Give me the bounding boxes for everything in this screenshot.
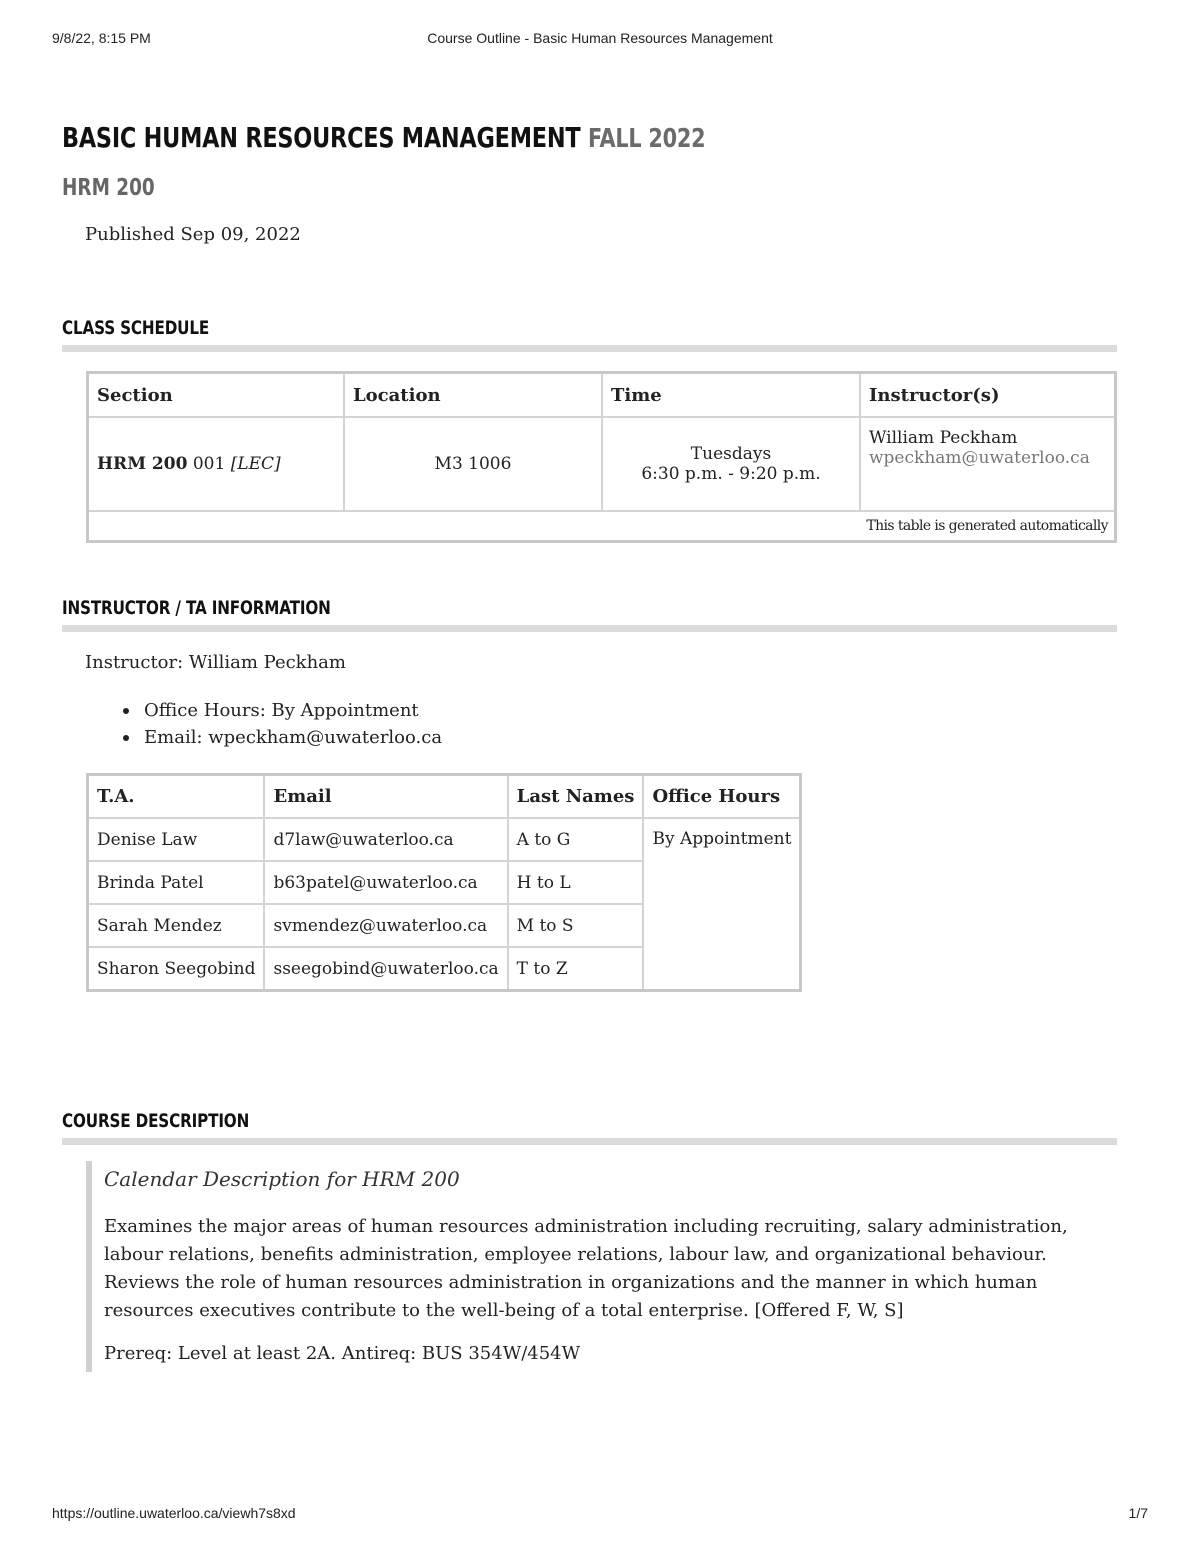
print-page-title: Course Outline - Basic Human Resources Management (427, 30, 773, 46)
instructor-line: Instructor: William Peckham (85, 652, 346, 673)
column-header: Time (602, 373, 860, 418)
published-date: Published Sep 09, 2022 (85, 224, 301, 245)
print-url: https://outline.uwaterloo.ca/viewh7s8xd (52, 1505, 296, 1521)
column-header: Section (88, 373, 345, 418)
instructor-details-list (119, 697, 1117, 751)
ta-last-names: A to G (508, 818, 644, 861)
column-header: Location (344, 373, 602, 418)
time-days: Tuesdays (690, 444, 772, 464)
table-header-row (88, 775, 801, 819)
column-header: T.A. (88, 775, 265, 819)
ta-last-names: T to Z (508, 947, 644, 991)
prerequisites: Prereq: Level at least 2A. Antireq: BUS 354W/454W (104, 1343, 581, 1364)
calendar-description-title: Calendar Description for HRM 200 (104, 1167, 460, 1191)
course-description-heading: COURSE DESCRIPTION (62, 1110, 1117, 1145)
ta-name: Denise Law (88, 818, 265, 861)
course-code: HRM 200 (62, 175, 155, 201)
course-title: BASIC HUMAN RESOURCES MANAGEMENT (62, 121, 581, 154)
instructor-email-link[interactable]: wpeckham@uwaterloo.ca (869, 448, 1090, 468)
column-header: Instructor(s) (860, 373, 1116, 418)
time-cell (602, 417, 860, 511)
ta-email: d7law@uwaterloo.ca (264, 818, 507, 861)
location-cell: M3 1006 (344, 417, 602, 511)
instructor-name: William Peckham (869, 428, 1018, 448)
table-row (88, 417, 1116, 511)
print-datetime: 9/8/22, 8:15 PM (52, 30, 151, 46)
column-header: Office Hours (643, 775, 800, 819)
course-description-block (86, 1161, 1117, 1372)
ta-name: Brinda Patel (88, 861, 265, 904)
column-header: Email (264, 775, 507, 819)
table-note-row (88, 511, 1116, 542)
column-header: Last Names (508, 775, 644, 819)
ta-table (86, 773, 802, 992)
list-item: Email: wpeckham@uwaterloo.ca (119, 724, 1117, 751)
ta-name: Sarah Mendez (88, 904, 265, 947)
section-number: 001 (192, 454, 226, 474)
print-page-number: 1/7 (1128, 1505, 1148, 1521)
course-term: FALL 2022 (587, 124, 706, 154)
section-cell (88, 417, 345, 511)
course-title-heading (62, 110, 1117, 166)
section-type: [LEC] (230, 454, 281, 474)
ta-last-names: M to S (508, 904, 644, 947)
class-schedule-heading: CLASS SCHEDULE (62, 317, 1117, 352)
course-code-heading (62, 166, 1117, 210)
instructor-ta-heading: INSTRUCTOR / TA INFORMATION (62, 597, 1117, 632)
table-note: This table is generated automatically (88, 511, 1116, 542)
print-footer (52, 1505, 1148, 1525)
ta-office-hours: By Appointment (643, 818, 800, 991)
list-item: Office Hours: By Appointment (119, 697, 1117, 724)
time-range: 6:30 p.m. - 9:20 p.m. (641, 464, 821, 484)
table-row (88, 818, 801, 861)
section-code: HRM 200 (97, 454, 188, 474)
ta-email: sseegobind@uwaterloo.ca (264, 947, 507, 991)
ta-email: b63patel@uwaterloo.ca (264, 861, 507, 904)
ta-last-names: H to L (508, 861, 644, 904)
ta-email: svmendez@uwaterloo.ca (264, 904, 507, 947)
course-outline (62, 110, 1117, 1372)
class-schedule-table (86, 371, 1117, 543)
ta-name: Sharon Seegobind (88, 947, 265, 991)
print-header (52, 30, 1148, 50)
table-header-row (88, 373, 1116, 418)
instructor-cell (860, 417, 1116, 511)
calendar-description-body: Examines the major areas of human resources administration including recruiting, salary administration, labour relations, benefits administration, employee relations, labour law, and organizational behaviour. Reviews the role of human resources administration in organizations and the manner in which human resources executives contribute to the well-being of a total enterprise. [Offered F, W, S] (104, 1216, 1068, 1321)
